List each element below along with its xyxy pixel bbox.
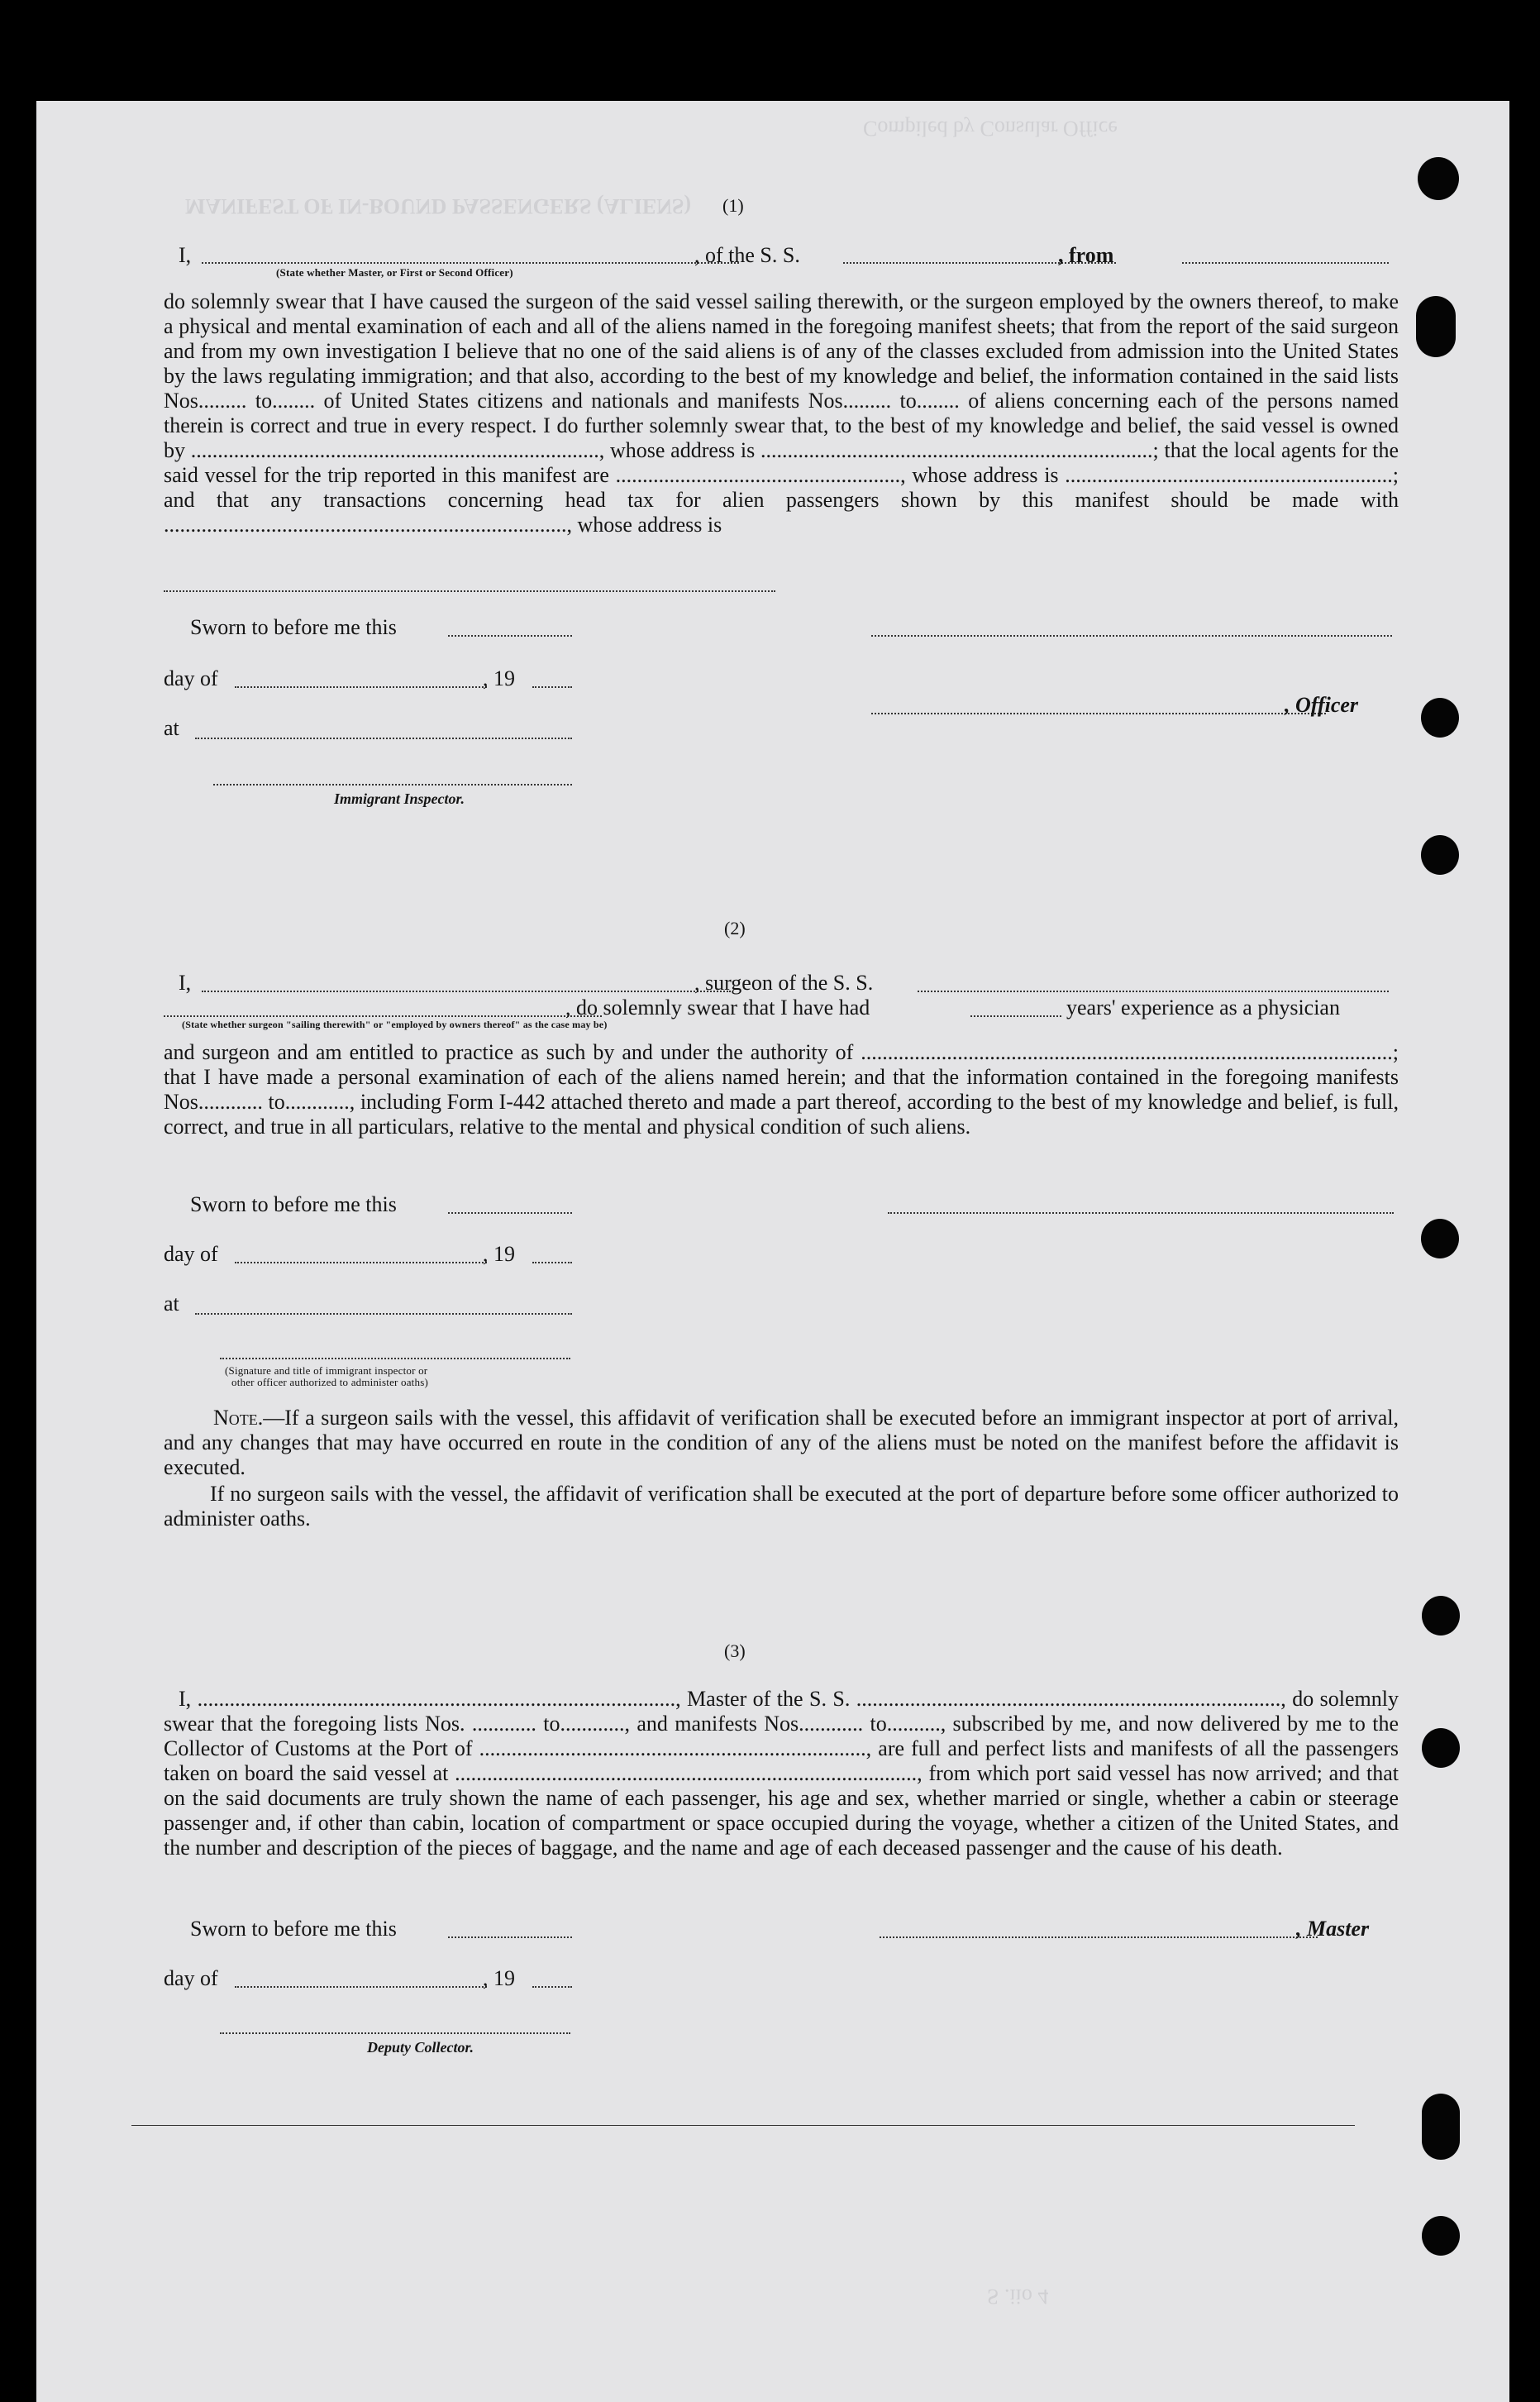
do-swear-label: , do solemnly swear that I have had <box>565 996 870 1020</box>
from-field[interactable] <box>1182 262 1389 264</box>
at-field[interactable] <box>195 738 572 739</box>
note-text: —If a surgeon sails with the vessel, this affidavit of verification shall be executed before an immigrant inspector at port of arrival, and any changes that may have occurred en route in the condition of any of the aliens must be noted on the manifest before the affidavit is executed. <box>164 1406 1399 1479</box>
punch-hole <box>1416 296 1456 357</box>
note-label: Note. <box>213 1406 264 1430</box>
sworn-label: Sworn to before me this <box>190 615 397 639</box>
year-field[interactable] <box>532 686 572 688</box>
deputy-caption: Deputy Collector. <box>367 2039 474 2056</box>
section-2-heading: (2) <box>724 918 746 938</box>
day-of-label: day of <box>164 666 218 690</box>
punch-hole <box>1422 1728 1460 1768</box>
signature-note-1: (Signature and title of immigrant inspector or <box>225 1364 428 1377</box>
inspector-signature-field[interactable] <box>213 784 572 786</box>
years-exp-label: years' experience as a physician <box>1066 996 1340 1020</box>
day-of-label-2: day of <box>164 1242 218 1266</box>
day-field-3[interactable] <box>235 1986 487 1988</box>
sworn-field-3[interactable] <box>448 1936 572 1938</box>
surgeon-status-field[interactable] <box>164 1015 602 1017</box>
sworn-label-3: Sworn to before me this <box>190 1917 397 1941</box>
section-2-paragraph: and surgeon and am entitled to practice as such by and under the authority of ...................................................................................................; that I have made a personal examination of each of the aliens named herein; and that the information contained in the foregoing manifests Nos............ to............, including Form I-442 attached thereto and made a part thereof, according to the best of my knowledge and belief, is full, correct, and true in all particulars, relative to the mental and physical condition of such aliens. <box>164 1040 1399 1139</box>
year-label-2: , 19 <box>483 1242 515 1266</box>
surgeon-state-note: (State whether surgeon "sailing therewith" or "employed by owners thereof" as the case may be) <box>182 1019 608 1030</box>
section-3-heading: (3) <box>724 1640 746 1661</box>
punch-hole <box>1422 1596 1460 1636</box>
note-paragraph-2: If no surgeon sails with the vessel, the affidavit of verification shall be executed at the port of departure before some officer authorized to administer oaths. <box>164 1482 1399 1530</box>
sworn-field-2[interactable] <box>448 1212 572 1214</box>
oath-i: I, <box>179 243 192 267</box>
state-note: (State whether Master, or First or Second Officer) <box>276 266 513 279</box>
section-1-paragraph: do solemnly swear that I have caused the surgeon of the said vessel sailing therewith, or the surgeon employed by the owners thereof, to make a physical and mental examination of each and all of the aliens named in the foregoing manifest sheets; that from the report of the said surgeon and from my own investigation I believe that no one of the said aliens is of any of the classes excluded from admission into the United States by the laws regulating immigration; and that also, according to the best of my knowledge and belief, the information contained in the said lists Nos......... to........ of United States citizens and nationals and manifests Nos......... to........ of aliens concerning each of the persons named therein is correct and true in every respect. I do further solemnly swear that, to the best of my knowledge and belief, the said vessel is owned by ............................................................................, whose address is .........................................................................; that the local agents for the said vessel for the trip reported in this manifest are ....................................................., whose address is .............................................................; and that any transactions concerning head tax for alien passengers shown by this manifest should be made with ..........................................................................., whose address is <box>164 289 1399 537</box>
master-signature-field[interactable] <box>880 1936 1318 1938</box>
bleedthrough-title: MANIFEST OF IN-BOUND PASSENGERS (ALIENS) <box>185 194 692 218</box>
address-field[interactable] <box>164 590 775 592</box>
punch-hole <box>1421 835 1459 875</box>
bottom-divider <box>131 2125 1355 2126</box>
section-1-heading: (1) <box>722 195 744 216</box>
years-field[interactable] <box>970 1015 1061 1017</box>
sworn-field[interactable] <box>448 635 572 637</box>
manifest-page <box>36 101 1509 2402</box>
deputy-signature-field[interactable] <box>220 2032 570 2034</box>
note-paragraph <box>164 1406 1399 1480</box>
year-label-3: , 19 <box>483 1966 515 1990</box>
year-field-2[interactable] <box>532 1262 572 1263</box>
master-label: , Master <box>1296 1917 1370 1941</box>
bleedthrough-page-mark: S .iio 4 <box>987 2285 1049 2309</box>
surgeon-of-label: , surgeon of the S. S. <box>694 971 874 995</box>
officer-title-field[interactable] <box>871 713 1326 714</box>
at-label: at <box>164 716 179 740</box>
oath-i-2: I, <box>179 971 192 995</box>
bleedthrough-compiled: Compiled by Consular Office <box>863 117 1118 141</box>
punch-hole <box>1422 2094 1460 2160</box>
officer-label: , Officer <box>1285 693 1359 717</box>
year-label: , 19 <box>483 666 515 690</box>
section-3-paragraph: I, ........................................................................................., Master of the S. S. ..............................................................................., do solemnly swear that the foregoing lists Nos. ............ to............, and manifests Nos............ to.........., subscribed by me, and now delivered by me to the Collector of Customs at the Port of ........................................................................, are full and perfect lists and manifests of all the passengers taken on board the said vessel at ......................................................................................, from which port said vessel has now arrived; and that on the said documents are truly shown the name of each passenger, his age and sex, whether married or single, whether a cabin or steerage passenger and, if other than cabin, location of compartment or space occupied during the voyage, whether a citizen of the United States, and the number and description of the pieces of baggage, and the name and age of each deceased passenger and the cause of his death. <box>164 1687 1399 1860</box>
day-of-label-3: day of <box>164 1966 218 1990</box>
surgeon-vessel-field[interactable] <box>918 991 1389 992</box>
from-label: , from <box>1058 243 1114 267</box>
sworn-label-2: Sworn to before me this <box>190 1192 397 1216</box>
of-the-ss: , of the S. S. <box>694 243 800 267</box>
surgeon-name-field[interactable] <box>202 991 731 992</box>
punch-hole <box>1422 2216 1460 2256</box>
at-field-2[interactable] <box>195 1313 572 1315</box>
punch-hole <box>1421 698 1459 738</box>
year-field-3[interactable] <box>532 1986 572 1988</box>
punch-hole <box>1421 1219 1459 1258</box>
signature-note-2: other officer authorized to administer oaths) <box>231 1376 428 1388</box>
day-field-2[interactable] <box>235 1262 487 1263</box>
at-label-2: at <box>164 1292 179 1316</box>
surgeon-signature-field[interactable] <box>888 1212 1394 1214</box>
inspector-signature-field-2[interactable] <box>220 1358 570 1359</box>
day-field[interactable] <box>235 686 487 688</box>
punch-hole <box>1418 157 1459 200</box>
officer-signature-field[interactable] <box>871 635 1392 637</box>
inspector-caption: Immigrant Inspector. <box>334 790 465 807</box>
name-field[interactable] <box>202 262 739 264</box>
